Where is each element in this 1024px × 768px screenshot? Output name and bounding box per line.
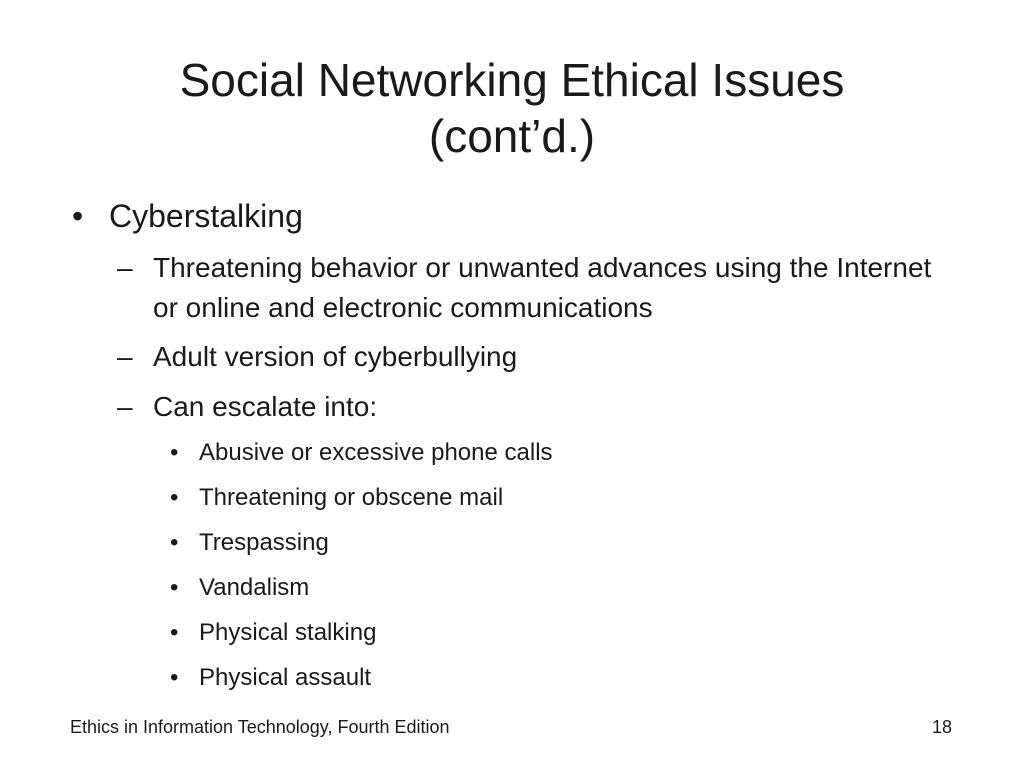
bullet-text: Cyberstalking [109, 198, 303, 234]
sub-bullet-text: Adult version of cyberbullying [153, 341, 518, 372]
bullet-marker: • [72, 198, 84, 234]
slide-title [80, 52, 944, 164]
bullet-marker: • [170, 484, 179, 511]
bullet-marker: • [170, 574, 179, 601]
title-line-1: Social Networking Ethical Issues [179, 54, 845, 106]
sub-sub-bullet-text: Physical assault [199, 664, 372, 691]
bullet-marker: • [170, 664, 179, 691]
dash-marker: – [117, 391, 133, 422]
footer-text: Ethics in Information Technology, Fourth Edition [70, 717, 450, 737]
sub-sub-bullet-text: Trespassing [199, 529, 329, 556]
dash-marker: – [117, 341, 133, 372]
title-line-2: (cont’d.) [428, 110, 596, 162]
sub-sub-bullet-text: Physical stalking [199, 619, 377, 646]
sub-sub-bullet-text: Abusive or excessive phone calls [199, 439, 553, 466]
bullet-marker: • [170, 529, 179, 556]
sub-bullet-text: Threatening behavior or unwanted advances using the Internet or online and electronic communications [153, 252, 932, 323]
dash-marker: – [117, 252, 133, 283]
page-number: 18 [931, 717, 952, 737]
sub-sub-bullet-text: Threatening or obscene mail [199, 484, 504, 511]
sub-sub-bullet-text: Vandalism [199, 574, 310, 601]
bullet-marker: • [170, 619, 179, 646]
sub-bullet-text: Can escalate into: [153, 391, 378, 422]
bullet-marker: • [170, 439, 179, 466]
